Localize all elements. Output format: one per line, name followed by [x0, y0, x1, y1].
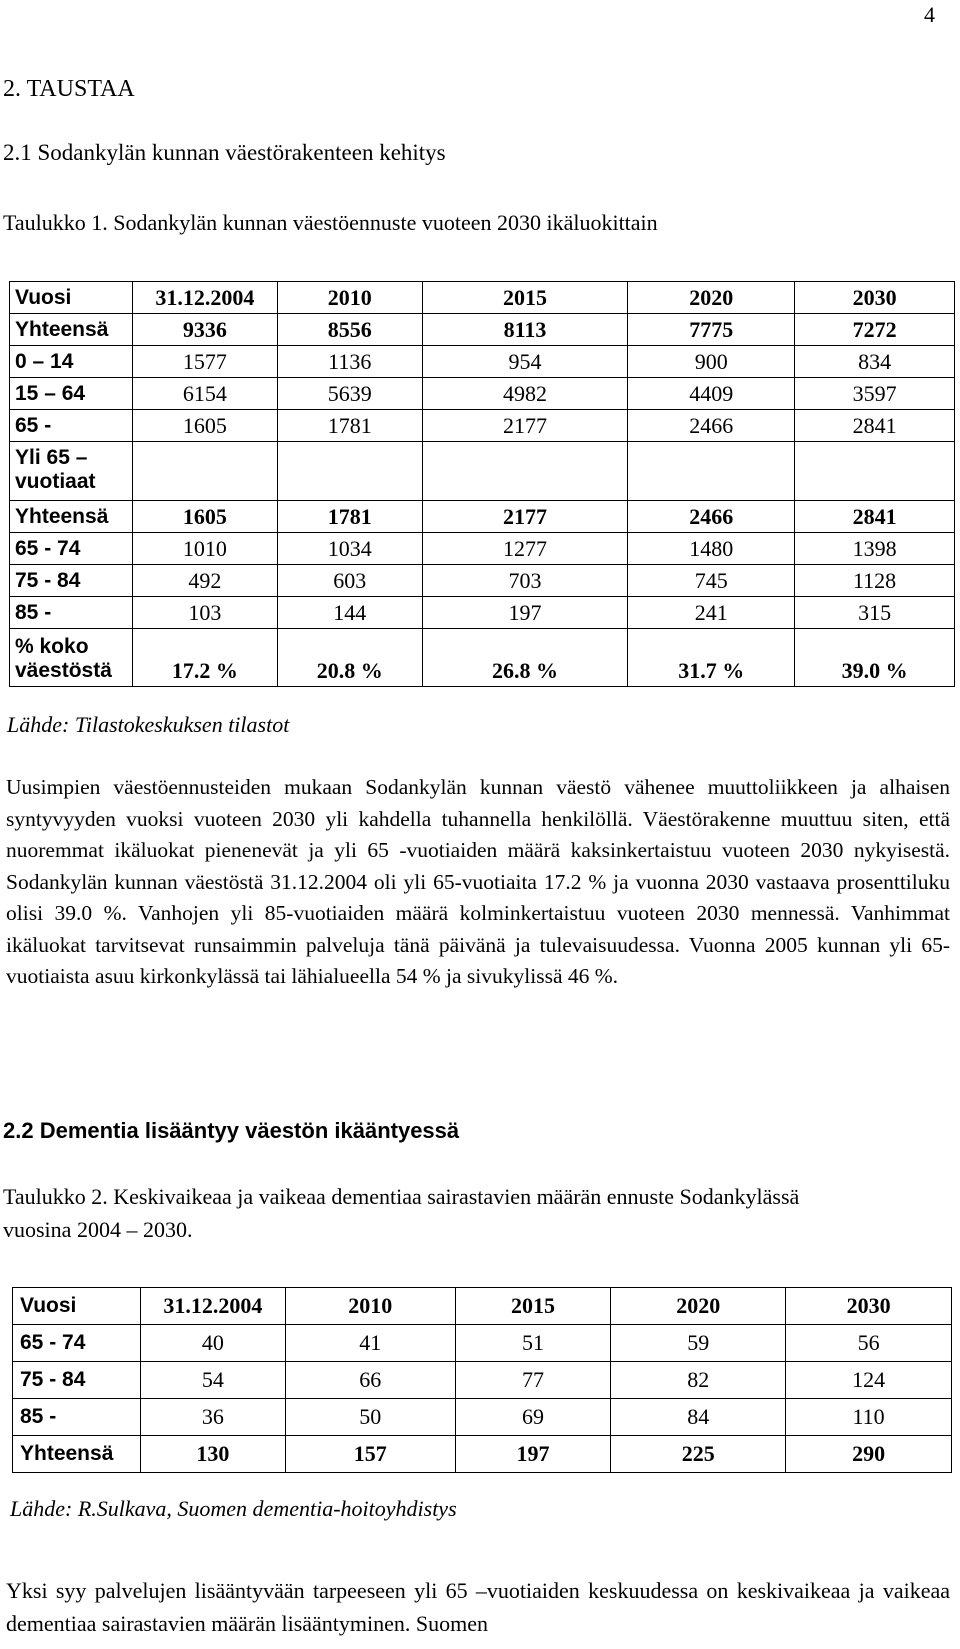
- row-label: 15 – 64: [10, 378, 133, 410]
- row-label: 75 - 84: [13, 1362, 141, 1399]
- table1-caption: Taulukko 1. Sodankylän kunnan väestöennuste vuoteen 2030 ikäluokittain: [3, 210, 658, 235]
- table-cell: 6154: [132, 378, 277, 410]
- table-cell: 36: [140, 1399, 285, 1436]
- table-cell: 2010: [277, 282, 422, 314]
- table-cell: 1605: [132, 410, 277, 442]
- table-cell: 103: [132, 597, 277, 629]
- table-cell: 315: [795, 597, 955, 629]
- table-cell: 59: [611, 1325, 786, 1362]
- table-cell: 157: [285, 1436, 455, 1473]
- table-cell: 39.0 %: [795, 629, 955, 687]
- table-cell: 745: [628, 565, 795, 597]
- table-cell: 124: [786, 1362, 952, 1399]
- table-row: [13, 1362, 952, 1399]
- row-label: Yhteensä: [10, 314, 133, 346]
- table-cell: 1277: [422, 533, 628, 565]
- table-cell: 17.2 %: [132, 629, 277, 687]
- table2-source: Lähde: R.Sulkava, Suomen dementia-hoitoyhdistys: [10, 1496, 457, 1521]
- table-cell: 1781: [277, 501, 422, 533]
- table-cell: 4409: [628, 378, 795, 410]
- table-cell: 144: [277, 597, 422, 629]
- table-cell: 1577: [132, 346, 277, 378]
- subsection-heading: 2.1 Sodankylän kunnan väestörakenteen kehitys: [3, 140, 446, 165]
- body-paragraph-2: Yksi syy palvelujen lisääntyvään tarpeeseen yli 65 –vuotiaiden keskuudessa on keskivaikeaa ja vaikeaa dementiaa sairastavien määrän lisääntyminen. Suomen: [6, 1578, 950, 1636]
- row-label: 0 – 14: [10, 346, 133, 378]
- table-row: [10, 378, 955, 410]
- row-label: 75 - 84: [10, 565, 133, 597]
- table-cell: 2841: [795, 410, 955, 442]
- table-row: [10, 629, 955, 687]
- table-cell: 2466: [628, 410, 795, 442]
- table-cell: 197: [422, 597, 628, 629]
- subsection-heading-dementia: 2.2 Dementia lisääntyy väestön ikääntyessä: [3, 1118, 460, 1143]
- population-forecast-table: [9, 281, 955, 687]
- table-cell: 3597: [795, 378, 955, 410]
- table-cell: 2015: [455, 1288, 611, 1325]
- table-cell: 1128: [795, 565, 955, 597]
- row-label: 85 -: [13, 1399, 141, 1436]
- table-cell: 1781: [277, 410, 422, 442]
- table2-caption: Taulukko 2. Keskivaikeaa ja vaikeaa dementiaa sairastavien määrän ennuste Sodankylässä vuosina 2004 – 2030.: [3, 1184, 800, 1242]
- table-cell: 603: [277, 565, 422, 597]
- table-cell: 77: [455, 1362, 611, 1399]
- table-cell: 2015: [422, 282, 628, 314]
- table-cell: 2020: [628, 282, 795, 314]
- table-cell: 7272: [795, 314, 955, 346]
- row-label: Vuosi: [10, 282, 133, 314]
- table-cell: 8113: [422, 314, 628, 346]
- table-row: [10, 346, 955, 378]
- table-cell: 56: [786, 1325, 952, 1362]
- table-cell: 26.8 %: [422, 629, 628, 687]
- table-cell: 84: [611, 1399, 786, 1436]
- table-row: [13, 1399, 952, 1436]
- table-row: [13, 1288, 952, 1325]
- table-cell: 241: [628, 597, 795, 629]
- table-cell: 2177: [422, 410, 628, 442]
- table-row: [10, 565, 955, 597]
- table-row: [13, 1325, 952, 1362]
- table-row: [10, 282, 955, 314]
- table-cell: 197: [455, 1436, 611, 1473]
- row-label: 65 - 74: [10, 533, 133, 565]
- table-cell: 9336: [132, 314, 277, 346]
- table-cell: 20.8 %: [277, 629, 422, 687]
- table-cell: 834: [795, 346, 955, 378]
- table-cell: 130: [140, 1436, 285, 1473]
- table-cell: [277, 442, 422, 501]
- table-row: [10, 410, 955, 442]
- page-number: 4: [924, 2, 935, 27]
- row-label: Yhteensä: [13, 1436, 141, 1473]
- table-cell: 225: [611, 1436, 786, 1473]
- table-cell: 2030: [795, 282, 955, 314]
- row-label: Vuosi: [13, 1288, 141, 1325]
- table-cell: [795, 442, 955, 501]
- table-cell: 110: [786, 1399, 952, 1436]
- table-cell: 31.7 %: [628, 629, 795, 687]
- table-cell: 4982: [422, 378, 628, 410]
- table-cell: 2030: [786, 1288, 952, 1325]
- table-row: [10, 442, 955, 501]
- table-row: [10, 597, 955, 629]
- row-label: 65 -: [10, 410, 133, 442]
- table-cell: 1605: [132, 501, 277, 533]
- table-cell: 7775: [628, 314, 795, 346]
- table-cell: 5639: [277, 378, 422, 410]
- table-cell: 1034: [277, 533, 422, 565]
- table-cell: 31.12.2004: [140, 1288, 285, 1325]
- table-cell: 82: [611, 1362, 786, 1399]
- table-cell: 2010: [285, 1288, 455, 1325]
- table-row: [13, 1436, 952, 1473]
- table-cell: 66: [285, 1362, 455, 1399]
- table-cell: 41: [285, 1325, 455, 1362]
- table-cell: 290: [786, 1436, 952, 1473]
- table-cell: 51: [455, 1325, 611, 1362]
- row-label: Yhteensä: [10, 501, 133, 533]
- row-label: % koko väestöstä: [10, 629, 133, 687]
- table-cell: 31.12.2004: [132, 282, 277, 314]
- table-cell: 2177: [422, 501, 628, 533]
- table-cell: 2020: [611, 1288, 786, 1325]
- table-cell: [628, 442, 795, 501]
- row-label: 65 - 74: [13, 1325, 141, 1362]
- section-heading: 2. TAUSTAA: [3, 76, 135, 102]
- table-cell: [422, 442, 628, 501]
- table-cell: [132, 442, 277, 501]
- table-cell: 492: [132, 565, 277, 597]
- table-cell: 54: [140, 1362, 285, 1399]
- table-cell: 1480: [628, 533, 795, 565]
- dementia-forecast-table: [12, 1287, 952, 1473]
- table1-source: Lähde: Tilastokeskuksen tilastot: [7, 712, 290, 737]
- table-row: [10, 501, 955, 533]
- table-cell: 8556: [277, 314, 422, 346]
- table-row: [10, 314, 955, 346]
- row-label: 85 -: [10, 597, 133, 629]
- table-cell: 1010: [132, 533, 277, 565]
- table-cell: 1398: [795, 533, 955, 565]
- table-cell: 954: [422, 346, 628, 378]
- table-cell: 69: [455, 1399, 611, 1436]
- table-cell: 40: [140, 1325, 285, 1362]
- table-cell: 50: [285, 1399, 455, 1436]
- table-cell: 703: [422, 565, 628, 597]
- row-label: Yli 65 – vuotiaat: [10, 442, 133, 501]
- body-paragraph: Uusimpien väestöennusteiden mukaan Sodankylän kunnan väestö vähenee muuttoliikkeen ja alhaisen syntyvyyden vuoksi vuoteen 2030 yli kahdella tuhannella henkilöllä. Väestörakenne muuttuu siten, että nuoremmat ikäluokat pienenevät ja yli 65 -vuotiaiden määrä kaksinkertaistuu vuoteen 2030 nykyisestä. Sodankylän kunnan väestöstä 31.12.2004 oli yli 65-vuotiaita 17.2 % ja vuonna 2030 vastaava prosenttiluku olisi 39.0 %. Vanhojen yli 85-vuotiaiden määrä kolminkertaistuu vuoteen 2030 mennessä. Vanhimmat ikäluokat tarvitsevat runsaimmin palveluja tänä päivänä ja tulevaisuudessa. Vuonna 2005 kunnan yli 65-vuotiaista asuu kirkonkylässä tai lähialueella 54 % ja sivukylissä 46 %.: [6, 775, 950, 988]
- table-cell: 2466: [628, 501, 795, 533]
- table-cell: 2841: [795, 501, 955, 533]
- table-cell: 900: [628, 346, 795, 378]
- table-row: [10, 533, 955, 565]
- table-cell: 1136: [277, 346, 422, 378]
